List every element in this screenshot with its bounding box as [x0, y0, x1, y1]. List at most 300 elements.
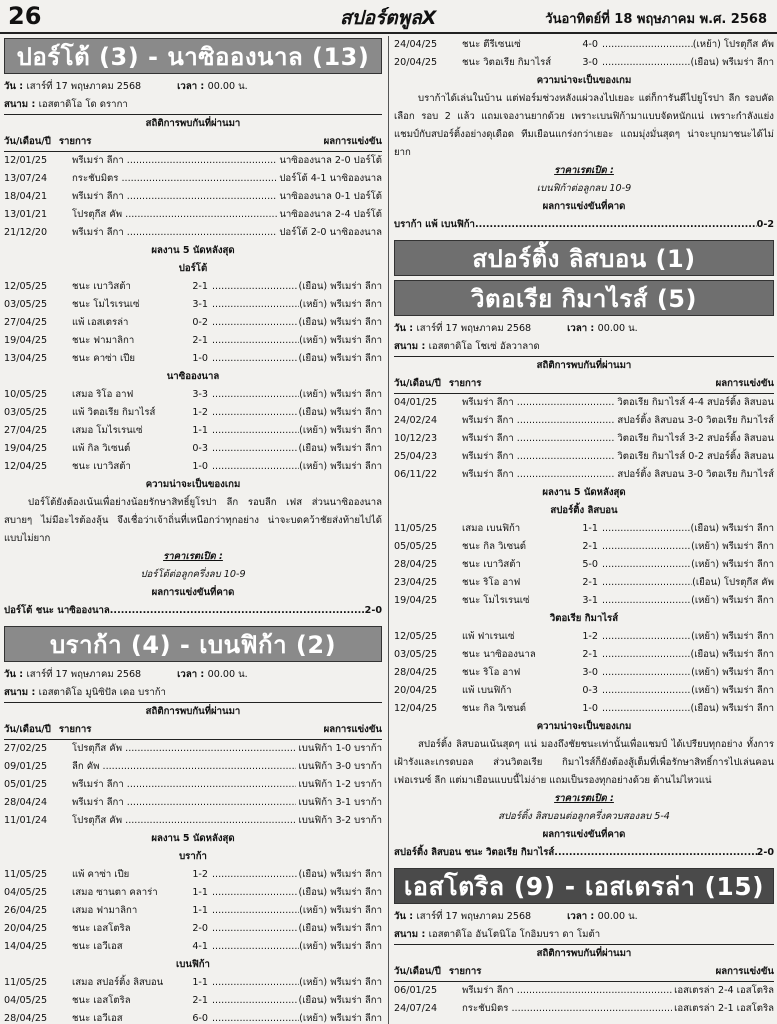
form-date: 11/05/25 [4, 869, 48, 880]
form-opponent: ชนะ กิล วิเซนต์ [462, 541, 526, 552]
form-home-away: (เหย้า) [299, 389, 328, 400]
form-date: 10/05/25 [4, 389, 48, 400]
form-venue-comp [299, 422, 382, 440]
prediction-title: ผลการแข่งขันที่คาด [151, 587, 235, 598]
h2h-header [394, 963, 774, 982]
form-date: 12/04/25 [394, 703, 438, 714]
prediction-line [394, 844, 774, 862]
form-venue-comp [691, 592, 774, 610]
form-score: 4-1 [192, 941, 208, 952]
analysis-text: สปอร์ติ้ง ลิสบอนเน้นสุดๆ แน่ มองถึงชัยชนะเท่านั้นเพื่อแชมป์ ได้เปรียบทุกอย่าง ทั้งการเฝ้ารังและเกรดบอล ส่วนวิตอเรีย กิมาไรส์ก็ยังต้องสู้เต็มที่เพื่อรักษาสิทธิ์การไปเล่นคอนเฟอเรนซ์ ลีก แต่มาเยือนแบบนี้ไม่ง่าย แถมเป็นรองทุกอย่างด้วย ต้านไม่ไหวแน่ [394, 739, 774, 786]
form-leader [602, 682, 691, 700]
team-form-name: วิตอเรีย กิมาไรส์ [549, 613, 619, 624]
col-date-label: วัน/เดือน/ปี [4, 136, 51, 147]
form-leader [602, 646, 690, 664]
form-leader [602, 664, 691, 682]
venue-name: เอสตาดิโอ มูนิซิปัล เดอ บราก้า [38, 687, 166, 698]
form-opponent: ชนะ เบาวิสต้า [462, 559, 521, 570]
form-date: 26/04/25 [4, 905, 48, 916]
h2h-competition: พรีเมร่า ลีกา ..... [462, 394, 615, 412]
form-row [394, 592, 774, 610]
form-venue-comp [298, 920, 382, 938]
h2h-result: สปอร์ติ้ง ลิสบอน 3-0 วิตอเรีย กิมาไรส์ [615, 466, 774, 484]
form-row [394, 538, 774, 556]
form-score: 2-1 [192, 335, 208, 346]
prediction-title: ผลการแข่งขันที่คาด [542, 201, 626, 212]
form-leader [212, 350, 298, 368]
h2h-result: นาซิอองนาล 2-0 ปอร์โต้ [277, 152, 382, 170]
h2h-result: เอสเตรล่า 2-1 เอสโตริล [672, 1000, 774, 1018]
h2h-row [394, 466, 774, 484]
form-row [394, 556, 774, 574]
form-row [4, 404, 382, 422]
form-date: 12/04/25 [4, 461, 48, 472]
h2h-competition: โปรตุกีส คัพ ..... [72, 740, 296, 758]
form-date: 03/05/25 [4, 299, 48, 310]
form-home-away: (เยือน) [690, 703, 720, 714]
form-opponent: ชนะ เอวีเอส [72, 941, 123, 952]
venue-name: เอสตาดิโอ อันโตนิโอ โกอิมบรา ดา โมต้า [428, 929, 601, 940]
team-form-name: สปอร์ติ้ง ลิสบอน [550, 505, 618, 516]
form-leader [212, 938, 299, 956]
form-leader [602, 574, 692, 592]
form-date: 14/04/25 [4, 941, 48, 952]
form-leader [212, 386, 299, 404]
h2h-result: เบนฟิก้า 3-2 บราก้า [296, 812, 382, 830]
form-opponent: แพ้ เอสเตรล่า [72, 317, 129, 328]
form-row [4, 422, 382, 440]
odds-text: ปอร์โต้ต่อลูกครึ่งลบ 10-9 [140, 569, 246, 580]
form-venue-comp [299, 386, 382, 404]
form-leader [212, 866, 298, 884]
prediction-text: สปอร์ติ้ง ลิสบอน ชนะ วิตอเรีย กิมาไรส์ [394, 847, 555, 858]
prediction-line [4, 602, 382, 620]
form-home-away: (เยือน) [298, 407, 328, 418]
right-column [394, 36, 774, 1024]
match-time: 00.00 น. [597, 323, 638, 334]
odds-text: สปอร์ติ้ง ลิสบอนต่อลูกครึ่งควบสองลบ 5-4 [498, 811, 670, 822]
form-date: 19/04/25 [4, 443, 48, 454]
team-form-name: ปอร์โต้ [178, 263, 208, 274]
venue-label: สนาม : [394, 929, 429, 940]
form-competition: พรีเมร่า ลีกา [722, 649, 774, 660]
form-leader [212, 440, 298, 458]
form-score: 1-2 [582, 631, 598, 642]
form-row [4, 296, 382, 314]
form-home-away: (เยือน) [690, 57, 720, 68]
h2h-row [4, 152, 382, 170]
form-competition: พรีเมร่า ลีกา [722, 595, 774, 606]
analysis-text: บราก้าได้เล่นในบ้าน แต่ฟอร์มช่วงหลังแผ่วลงไปเยอะ แต่ก็การันตีไปยูโรปา ลีก รอบคัดเลือก รอบ 2 แล้ว แถมเจองานยากด้วย เพราะเบนฟิก้ามาแบบจัดหนักแน่ เพราะกำลังแย่งแชมป์กับสปอร์ติ้งอย่างดุเดือด ทีมเยือนแกร่งกว่าเยอะ แถมมุ่งมั่นสุดๆ น่าจะบุกมาชนะได้ไม่ยาก [394, 93, 774, 158]
form-competition: โปรตุกีส คัพ [723, 577, 774, 588]
col-list-label: รายการ [58, 724, 92, 735]
form-leader [212, 314, 298, 332]
match-info-line [394, 908, 774, 926]
form-row [4, 902, 382, 920]
h2h-competition: โปรตุกีส คัพ ..... [72, 812, 296, 830]
column-divider [388, 36, 389, 1024]
form-date: 11/05/25 [4, 977, 48, 988]
form-opponent: เสมอ ริโอ อาฟ [72, 389, 134, 400]
form-competition: พรีเมร่า ลีกา [330, 353, 382, 364]
form-opponent: ชนะ วิตอเรีย กิมาไรส์ [462, 57, 552, 68]
time-label: เวลา : [177, 81, 208, 92]
h2h-competition: พรีเมร่า ลีกา ..... [72, 188, 277, 206]
form-leader [212, 332, 299, 350]
h2h-date: 27/02/25 [4, 743, 48, 754]
venue-label: สนาม : [394, 341, 429, 352]
form-score: 2-1 [192, 995, 208, 1006]
team-form-name: เบนฟิก้า [176, 959, 210, 970]
form-home-away: (เหย้า) [299, 977, 328, 988]
form-venue-comp [298, 404, 382, 422]
h2h-date: 12/01/25 [4, 155, 48, 166]
form-opponent: ชนะ คาซ่า เปีย [72, 353, 136, 364]
form-opponent: ชนะ ริโอ อาฟ [462, 577, 521, 588]
form-home-away: (เยือน) [298, 317, 328, 328]
time-label: เวลา : [177, 669, 208, 680]
form-date: 12/05/25 [394, 631, 438, 642]
form-venue-comp [691, 664, 774, 682]
form-venue-comp [298, 278, 382, 296]
h2h-date: 05/01/25 [4, 779, 48, 790]
match-info-line [394, 320, 774, 338]
form-venue-comp [691, 682, 774, 700]
day-label: วัน : [4, 669, 27, 680]
form-competition: พรีเมร่า ลีกา [722, 685, 774, 696]
prediction-leader [110, 602, 365, 620]
h2h-title: สถิติการพบกันที่ผ่านมา [394, 356, 774, 375]
form-score: 1-0 [192, 353, 208, 364]
form-competition: พรีเมร่า ลีกา [330, 923, 382, 934]
form-date: 28/04/25 [394, 559, 438, 570]
h2h-title: สถิติการพบกันที่ผ่านมา [4, 114, 382, 133]
h2h-date: 28/04/24 [4, 797, 48, 808]
form-venue-comp [693, 36, 774, 54]
h2h-date: 04/01/25 [394, 397, 438, 408]
form-venue-comp [299, 974, 382, 992]
form-competition: พรีเมร่า ลีกา [330, 443, 382, 454]
h2h-title: สถิติการพบกันที่ผ่านมา [4, 702, 382, 721]
form-venue-comp [298, 314, 382, 332]
match-info-line [4, 78, 382, 96]
form-competition: พรีเมร่า ลีกา [330, 281, 382, 292]
form-competition: พรีเมร่า ลีกา [330, 317, 382, 328]
col-date-label: วัน/เดือน/ปี [394, 966, 441, 977]
col-list-label: รายการ [448, 378, 482, 389]
form-home-away: (เยือน) [690, 523, 720, 534]
form-venue-comp [298, 350, 382, 368]
form-score: 6-0 [192, 1013, 208, 1024]
form-opponent: เสมอ โมไรเรนเซ่ [72, 425, 143, 436]
h2h-result: เบนฟิก้า 1-0 บราก้า [296, 740, 382, 758]
form-score: 5-0 [582, 559, 598, 570]
odds-label: ราคาเรตเปิด : [163, 551, 223, 562]
h2h-competition: พรีเมร่า ลีกา ..... [462, 412, 615, 430]
form-venue-comp [298, 866, 382, 884]
form-score: 1-0 [192, 461, 208, 472]
prediction-text: บราก้า แพ้ เบนฟิก้า [394, 219, 475, 230]
h2h-row [394, 430, 774, 448]
form-home-away: (เยือน) [690, 649, 720, 660]
form-row [394, 682, 774, 700]
time-label: เวลา : [567, 911, 598, 922]
match-title-banner: บราก้า (4) - เบนฟิก้า (2) [4, 626, 382, 662]
form-competition: พรีเมร่า ลีกา [722, 559, 774, 570]
form-date: 03/05/25 [394, 649, 438, 660]
h2h-date: 11/01/24 [4, 815, 48, 826]
form-competition: พรีเมร่า ลีกา [330, 887, 382, 898]
form-date: 27/04/25 [4, 425, 48, 436]
form-venue-comp [299, 938, 382, 956]
h2h-competition: พรีเมร่า ลีกา ..... [72, 224, 277, 242]
form-leader [212, 296, 299, 314]
form-opponent: ชนะ เอสโตริล [72, 923, 131, 934]
h2h-header [4, 721, 382, 740]
form-date: 28/04/25 [4, 1013, 48, 1024]
form-leader [212, 1010, 299, 1024]
form-leader [602, 54, 690, 72]
form-date: 12/05/25 [4, 281, 48, 292]
form-leader [212, 902, 299, 920]
form-venue-comp [299, 332, 382, 350]
issue-date: วันอาทิตย์ที่ 18 พฤษภาคม พ.ศ. 2568 [545, 12, 767, 27]
analysis-title: ความน่าจะเป็นของเกม [145, 479, 241, 490]
form-leader [212, 920, 298, 938]
form-leader [212, 422, 299, 440]
prediction-score: 0-2 [756, 219, 774, 230]
form-home-away: (เยือน) [298, 353, 328, 364]
form-opponent: ชนะ นาซิอองนาล [462, 649, 536, 660]
form-home-away: (เหย้า) [299, 425, 328, 436]
form-row [394, 54, 774, 72]
h2h-result: เบนฟิก้า 3-0 บราก้า [296, 758, 382, 776]
form-score: 2-1 [192, 281, 208, 292]
form-date: 20/04/25 [394, 57, 438, 68]
form-opponent: ชนะ โมไรเรนเซ่ [72, 299, 140, 310]
odds-label: ราคาเรตเปิด : [554, 165, 614, 176]
form-venue-comp [299, 296, 382, 314]
form-opponent: แพ้ ฟาเรนเซ่ [462, 631, 515, 642]
form-venue-comp [690, 54, 774, 72]
form-date: 05/05/25 [394, 541, 438, 552]
form-date: 20/04/25 [4, 923, 48, 934]
h2h-result: เบนฟิก้า 1-2 บราก้า [296, 776, 382, 794]
h2h-header-left [394, 375, 481, 393]
h2h-row [394, 394, 774, 412]
form-venue-comp [692, 574, 774, 592]
h2h-result: วิตอเรีย กิมาไรส์ 0-2 สปอร์ติ้ง ลิสบอน [615, 448, 774, 466]
venue-label: สนาม : [4, 99, 39, 110]
form-opponent: ชนะ กิล วิเซนต์ [462, 703, 526, 714]
form-home-away: (เหย้า) [299, 905, 328, 916]
form-competition: พรีเมร่า ลีกา [330, 941, 382, 952]
form-home-away: (เหย้า) [691, 685, 720, 696]
form-home-away: (เยือน) [298, 923, 328, 934]
prediction-line [394, 216, 774, 234]
form-row [4, 332, 382, 350]
match-title-banner: วิตอเรีย กิมาไรส์ (5) [394, 280, 774, 316]
h2h-competition: โปรตุกีส คัพ ..... [72, 206, 277, 224]
h2h-competition: กระชับมิตร ..... [462, 1000, 672, 1018]
form-row [394, 520, 774, 538]
venue-line [394, 338, 774, 356]
h2h-date: 06/11/22 [394, 469, 438, 480]
form-row [4, 458, 382, 476]
form-competition: พรีเมร่า ลีกา [722, 703, 774, 714]
match-time: 00.00 น. [597, 911, 638, 922]
col-result-label: ผลการแข่งขัน [323, 136, 382, 147]
h2h-header-left [4, 133, 91, 151]
venue-line [394, 926, 774, 944]
h2h-row [4, 758, 382, 776]
form-row [4, 1010, 382, 1024]
form-leader [212, 884, 298, 902]
match-time: 00.00 น. [207, 81, 248, 92]
form-row [394, 700, 774, 718]
h2h-result: วิตอเรีย กิมาไรส์ 3-2 สปอร์ติ้ง ลิสบอน [615, 430, 774, 448]
form-venue-comp [690, 520, 774, 538]
team-form-name: บราก้า [179, 851, 207, 862]
form-competition: พรีเมร่า ลีกา [330, 389, 382, 400]
form-competition: พรีเมร่า ลีกา [722, 667, 774, 678]
time-label: เวลา : [567, 323, 598, 334]
page-header [0, 0, 777, 34]
spacer [394, 862, 774, 866]
day-label: วัน : [394, 911, 417, 922]
form-opponent: ชนะ ฟามาลิกา [72, 335, 135, 346]
form-row [394, 574, 774, 592]
h2h-date: 13/07/24 [4, 173, 48, 184]
form-venue-comp [299, 458, 382, 476]
form-competition: พรีเมร่า ลีกา [722, 523, 774, 534]
h2h-competition: พรีเมร่า ลีกา ..... [462, 430, 615, 448]
form-date: 11/05/25 [394, 523, 438, 534]
h2h-date: 18/04/21 [4, 191, 48, 202]
day-label: วัน : [394, 323, 417, 334]
form-opponent: เสมอ สปอร์ติ้ง ลิสบอน [72, 977, 164, 988]
match-time: 00.00 น. [207, 669, 248, 680]
form-leader [212, 458, 299, 476]
form-home-away: (เหย้า) [691, 631, 720, 642]
form-opponent: แพ้ วิตอเรีย กิมาไรส์ [72, 407, 156, 418]
h2h-date: 24/02/24 [394, 415, 438, 426]
form-score: 1-2 [192, 869, 208, 880]
form-competition: พรีเมร่า ลีกา [330, 299, 382, 310]
form-competition: พรีเมร่า ลีกา [330, 905, 382, 916]
form-row [4, 350, 382, 368]
form-venue-comp [298, 884, 382, 902]
form-row [4, 920, 382, 938]
form-competition: พรีเมร่า ลีกา [330, 869, 382, 880]
form-home-away: (เหย้า) [299, 1013, 328, 1024]
form-score: 2-1 [582, 577, 598, 588]
h2h-date: 09/01/25 [4, 761, 48, 772]
form-row [394, 628, 774, 646]
form-opponent: ชนะ ตีรีเซนเซ่ [462, 39, 521, 50]
h2h-competition: พรีเมร่า ลีกา ..... [462, 448, 615, 466]
form-row [4, 386, 382, 404]
form-row [4, 278, 382, 296]
spacer [394, 234, 774, 238]
form-competition: พรีเมร่า ลีกา [722, 541, 774, 552]
h2h-result: เบนฟิก้า 3-1 บราก้า [296, 794, 382, 812]
form-date: 27/04/25 [4, 317, 48, 328]
last5-title: ผลงาน 5 นัดหลังสุด [151, 833, 235, 844]
form-competition: พรีเมร่า ลีกา [330, 407, 382, 418]
prediction-leader [475, 216, 757, 234]
form-score: 3-3 [192, 389, 208, 400]
prediction-leader [554, 844, 756, 862]
form-leader [602, 36, 693, 54]
prediction-title: ผลการแข่งขันที่คาด [542, 829, 626, 840]
form-opponent: ชนะ เอสโตริล [72, 995, 131, 1006]
form-competition: พรีเมร่า ลีกา [330, 335, 382, 346]
form-row [4, 884, 382, 902]
form-venue-comp [298, 992, 382, 1010]
form-row [394, 646, 774, 664]
form-row [4, 974, 382, 992]
form-home-away: (เหย้า) [691, 667, 720, 678]
form-date: 04/05/25 [4, 887, 48, 898]
form-score: 0-3 [192, 443, 208, 454]
h2h-date: 25/04/23 [394, 451, 438, 462]
col-result-label: ผลการแข่งขัน [715, 966, 774, 977]
form-opponent: ชนะ เอวีเอส [72, 1013, 123, 1024]
form-home-away: (เหย้า) [299, 941, 328, 952]
form-leader [212, 974, 299, 992]
h2h-result: นาซิอองนาล 0-1 ปอร์โต้ [277, 188, 382, 206]
venue-name: เอสตาดิโอ โชเซ่ อัลวาลาด [428, 341, 540, 352]
venue-label: สนาม : [4, 687, 39, 698]
venue-line [4, 96, 382, 114]
form-venue-comp [299, 1010, 382, 1024]
left-column [4, 36, 382, 1024]
col-result-label: ผลการแข่งขัน [323, 724, 382, 735]
h2h-date: 10/12/23 [394, 433, 438, 444]
prediction-score: 2-0 [364, 605, 382, 616]
form-opponent: แพ้ คาซ่า เปีย [72, 869, 130, 880]
form-row [4, 992, 382, 1010]
form-home-away: (เหย้า) [299, 335, 328, 346]
form-row [4, 938, 382, 956]
h2h-date: 24/07/24 [394, 1003, 438, 1014]
form-competition: พรีเมร่า ลีกา [722, 57, 774, 68]
venue-name: เอสตาดิโอ โด ดรากา [38, 99, 128, 110]
col-list-label: รายการ [448, 966, 482, 977]
form-leader [602, 700, 690, 718]
form-home-away: (เหย้า) [691, 595, 720, 606]
h2h-result: เอสเตรล่า 2-4 เอสโตริล [672, 982, 774, 1000]
odds-text: เบนฟิก้าต่อลูกลบ 10-9 [536, 183, 632, 194]
form-opponent: แพ้ เบนฟิก้า [462, 685, 512, 696]
form-date: 13/04/25 [4, 353, 48, 364]
form-leader [212, 404, 298, 422]
form-date: 19/04/25 [394, 595, 438, 606]
form-home-away: (เยือน) [298, 995, 328, 1006]
h2h-competition: กระชับมิตร ..... [72, 170, 277, 188]
match-title-banner: ปอร์โต้ (3) - นาซิอองนาล (13) [4, 38, 382, 74]
h2h-result: ปอร์โต้ 4-1 นาซิอองนาล [277, 170, 382, 188]
form-home-away: (เหย้า) [692, 39, 721, 50]
form-leader [212, 278, 298, 296]
form-opponent: ชนะ เบาวิสต้า [72, 461, 131, 472]
form-venue-comp [690, 700, 774, 718]
form-home-away: (เยือน) [298, 869, 328, 880]
h2h-header [394, 375, 774, 394]
form-score: 3-0 [582, 667, 598, 678]
form-date: 04/05/25 [4, 995, 48, 1006]
